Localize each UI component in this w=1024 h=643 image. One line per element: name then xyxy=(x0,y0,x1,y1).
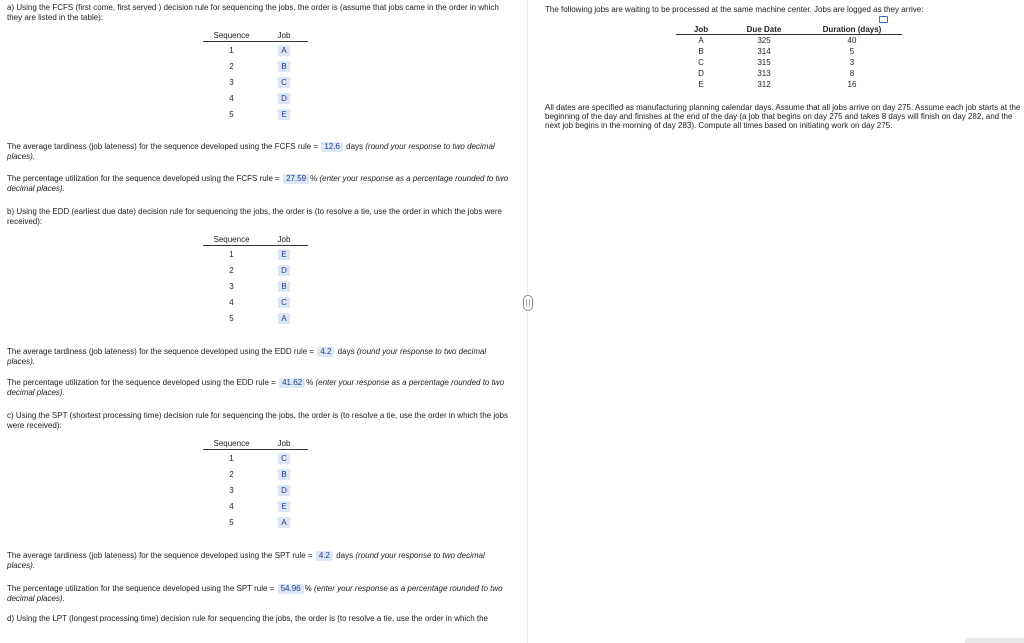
edd-utilization-line: The percentage utilization for the sequence developed using the EDD rule = 41.62 % (enter your response as a percentage rounded to two decimal places). xyxy=(7,378,505,397)
col-header-duration: Duration (days) xyxy=(802,24,902,35)
col-header-sequence: Sequence xyxy=(203,438,260,450)
pane-divider[interactable] xyxy=(527,0,528,643)
job-answer-field[interactable]: A xyxy=(278,517,290,528)
scrollbar[interactable] xyxy=(965,638,1024,643)
table-row: C 315 3 xyxy=(698,58,855,67)
part-a-intro: a) Using the FCFS (first come, first served ) decision rule for sequencing the jobs, the order is (assume that jobs came in the order in which they are listed in the table): xyxy=(7,3,499,22)
job-answer-field[interactable]: C xyxy=(278,77,290,88)
job-answer-field[interactable]: E xyxy=(278,501,290,512)
problem-note: All dates are specified as manufacturing planning calendar days. Assume that all jobs arrive on day 275. Assume each job starts at the beginning of the day and finishes at the end of the day (a job that begins on day 275 and takes 8 days will finish on day 282, and the next job begins in the morning of day 283). Compute all times based on initiating work on day 275. xyxy=(545,103,1021,130)
edd-tardiness-answer[interactable]: 4.2 xyxy=(317,347,334,357)
spt-utilization-line: The percentage utilization for the sequence developed using the SPT rule = 54.96 % (enter your response as a percentage rounded to two decimal places). xyxy=(7,584,503,603)
table-row: 3 C xyxy=(203,74,308,90)
job-answer-field[interactable]: E xyxy=(278,109,290,120)
table-row: 3 B xyxy=(203,278,308,294)
table-row: E 312 16 xyxy=(698,80,857,89)
table-row: 2 D xyxy=(203,262,308,278)
part-d-intro: d) Using the LPT (longest processing time) decision rule for sequencing the jobs, the order is (to resolve a tie, use the order in which the xyxy=(7,614,488,623)
col-header-sequence: Sequence xyxy=(203,30,260,42)
job-answer-field[interactable]: D xyxy=(278,93,290,104)
edd-utilization-answer[interactable]: 41.62 xyxy=(279,378,305,388)
table-row: 2 B xyxy=(203,58,308,74)
job-answer-field[interactable]: D xyxy=(278,265,290,276)
col-header-job: Job xyxy=(260,234,308,246)
fcfs-utilization-answer[interactable]: 27.59 xyxy=(283,174,309,184)
table-row: 4 E xyxy=(203,498,308,514)
col-header-job: Job xyxy=(260,438,308,450)
fcfs-tardiness-line: The average tardiness (job lateness) for the sequence developed using the FCFS rule = 12.6 days (round your response to two decimal places). xyxy=(7,142,495,161)
fcfs-utilization-line: The percentage utilization for the sequence developed using the FCFS rule = 27.59 % (enter your response as a percentage rounded to two decimal places). xyxy=(7,174,509,193)
table-row: 1 A xyxy=(203,42,308,59)
col-header-job: Job xyxy=(260,30,308,42)
job-answer-field[interactable]: A xyxy=(278,313,290,324)
job-answer-field[interactable]: B xyxy=(278,281,290,292)
table-row: 4 C xyxy=(203,294,308,310)
table-row: B 314 5 xyxy=(698,47,855,56)
table-row: D 313 8 xyxy=(698,69,855,78)
job-answer-field[interactable]: D xyxy=(278,485,290,496)
table-row: 3 D xyxy=(203,482,308,498)
spt-tardiness-line: The average tardiness (job lateness) for the sequence developed using the SPT rule = 4.2 days (round your response to two decimal places). xyxy=(7,551,485,570)
job-answer-field[interactable]: C xyxy=(278,297,290,308)
table-row: 5 E xyxy=(203,106,308,122)
job-answer-field[interactable]: E xyxy=(278,249,290,260)
job-answer-field[interactable]: B xyxy=(278,469,290,480)
jobs-data-table xyxy=(676,24,902,90)
problem-statement: The following jobs are waiting to be processed at the same machine center. Jobs are logged as they arrive: xyxy=(545,5,924,14)
col-header-job: Job xyxy=(676,24,726,35)
table-row: 5 A xyxy=(203,310,308,326)
table-row: 1 E xyxy=(203,246,308,263)
part-c-intro: c) Using the SPT (shortest processing time) decision rule for sequencing the jobs, the order is (to resolve a tie, use the order in which the jobs were received): xyxy=(7,411,508,430)
col-header-sequence: Sequence xyxy=(203,234,260,246)
spt-utilization-answer[interactable]: 54.96 xyxy=(278,584,304,594)
table-row: 1 C xyxy=(203,450,308,467)
spt-sequence-table xyxy=(203,438,308,530)
table-row: 2 B xyxy=(203,466,308,482)
fcfs-tardiness-answer[interactable]: 12.6 xyxy=(321,142,343,152)
table-row: 4 D xyxy=(203,90,308,106)
edd-sequence-table xyxy=(203,234,308,326)
spt-tardiness-answer[interactable]: 4.2 xyxy=(316,551,333,561)
edd-tardiness-line: The average tardiness (job lateness) for the sequence developed using the EDD rule = 4.2 days (round your response to two decimal places). xyxy=(7,347,487,366)
table-row: A 325 40 xyxy=(698,36,857,45)
job-answer-field[interactable]: B xyxy=(278,61,290,72)
drag-handle-icon[interactable] xyxy=(523,295,533,311)
col-header-due-date: Due Date xyxy=(726,24,802,35)
download-icon[interactable] xyxy=(879,16,888,23)
table-row: 5 A xyxy=(203,514,308,530)
fcfs-sequence-table xyxy=(203,30,308,122)
part-b-intro: b) Using the EDD (earliest due date) decision rule for sequencing the jobs, the order is (to resolve a tie, use the order in which the jobs were received): xyxy=(7,207,502,226)
job-answer-field[interactable]: C xyxy=(278,453,290,464)
job-answer-field[interactable]: A xyxy=(278,45,290,56)
